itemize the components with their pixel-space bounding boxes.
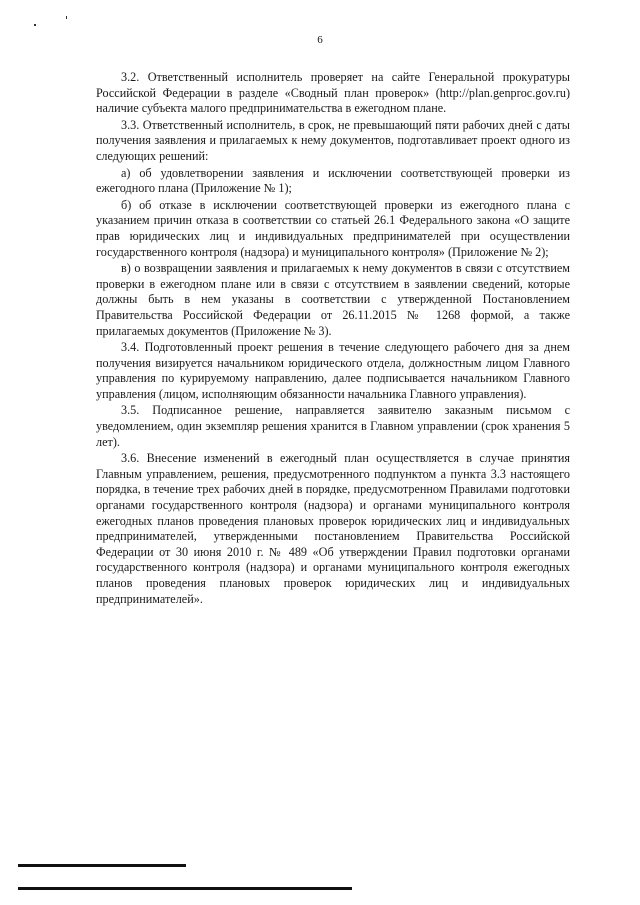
footer-rule — [18, 864, 186, 867]
paragraph-3-3-b: б) об отказе в исключении соответствующей проверки из ежегодного плана с указанием причин отказа в соответствии со статьей 26.1 Федерального закона «О защите прав юридических лиц и индивидуальных предпринимателей при осуществлении государственного контроля (надзора) и муниципального контроля» (Приложение № 2); — [96, 197, 570, 259]
paragraph-3-3-a: а) об удовлетворении заявления и исключении соответствующей проверки из ежегодного плана (Приложение № 1); — [96, 165, 570, 196]
paragraph-3-3-v: в) о возвращении заявления и прилагаемых к нему документов в связи с отсутствием проверки в ежегодном плане или в связи с отсутствием в заявлении сведений, которые должны быть в нем указаны в соответствии с утвержденной Постановлением Правительства Российской Федерации от 26.11.2015 № 1268 формой, а также прилагаемых документов (Приложение № 3). — [96, 261, 570, 338]
page-number: 6 — [317, 34, 323, 46]
document-body — [96, 70, 570, 607]
paragraph-3-6: 3.6. Внесение изменений в ежегодный план осуществляется в случае принятия Главным управлением, решения, предусмотренного подпунктом а пункта 3.3 настоящего порядка, в течение трех рабочих дней в порядке, предусмотренном Правилами подготовки органами государственного контроля (надзора) и органами муниципального контроля ежегодных планов проведения плановых проверок юридических лиц и индивидуальных предпринимателей, утвержденными постановлением Правительства Российской Федерации от 30 июня 2010 г. № 489 «Об утверждении Правил подготовки органами государственного контроля (надзора) и органами муниципального контроля ежегодных планов проведения плановых проверок юридических лиц и индивидуальных предпринимателей». — [96, 451, 570, 606]
scan-speck — [34, 24, 36, 26]
paragraph-3-4: 3.4. Подготовленный проект решения в течение следующего рабочего дня за днем получения визируется начальником юридического отдела, должностным лицом Главного управления по курируемому направлению, далее подписывается начальником Главного управления (лицом, исполняющим обязанности начальника Главного управления). — [96, 340, 570, 401]
paragraph-3-3: 3.3. Ответственный исполнитель, в срок, не превышающий пяти рабочих дней с даты получения заявления и прилагаемых к нему документов, подготавливает проект одного из следующих решений: — [96, 117, 570, 163]
paragraph-3-2: 3.2. Ответственный исполнитель проверяет на сайте Генеральной прокуратуры Российской Федерации в разделе «Сводный план проверок» (http://plan.genproc.gov.ru) наличие субъекта малого предпринимательства в ежегодном плане. — [96, 70, 570, 116]
paragraph-3-5: 3.5. Подписанное решение, направляется заявителю заказным письмом с уведомлением, один экземпляр решения хранится в Главном управлении (срок хранения 5 лет). — [96, 403, 570, 449]
footer-rule — [18, 887, 352, 890]
scan-speck — [66, 16, 67, 19]
